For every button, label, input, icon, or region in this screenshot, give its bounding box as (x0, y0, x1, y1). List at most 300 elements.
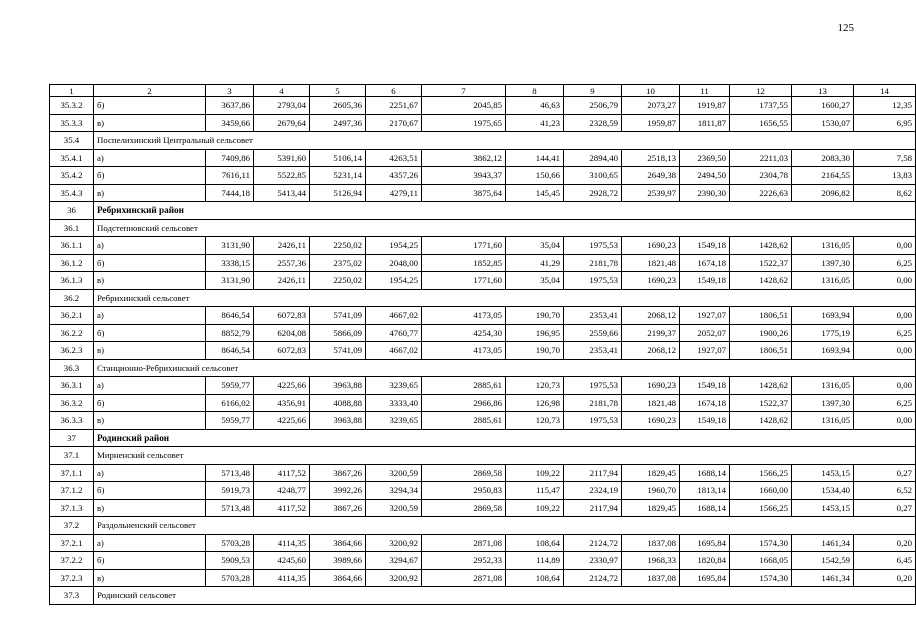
value-cell: 1549,18 (680, 377, 730, 395)
value-cell: 8,62 (854, 184, 916, 202)
value-cell: 2369,50 (680, 149, 730, 167)
value-cell: 3200,92 (366, 534, 422, 552)
value-cell: 2328,59 (564, 114, 622, 132)
row-code: 37.2.2 (50, 552, 94, 570)
district-row (50, 429, 916, 447)
value-cell: 0,27 (854, 464, 916, 482)
value-cell: 0,00 (854, 342, 916, 360)
value-cell: 5919,73 (206, 482, 254, 500)
value-cell: 5866,09 (310, 324, 366, 342)
value-cell: 2045,85 (422, 97, 506, 115)
district-row (50, 202, 916, 220)
value-cell: 1542,59 (792, 552, 854, 570)
settlement-title: Родинский сельсовет (94, 587, 916, 605)
value-cell: 108,64 (506, 534, 564, 552)
value-cell: 0,00 (854, 307, 916, 325)
value-cell: 6,95 (854, 114, 916, 132)
row-variant: в) (94, 412, 206, 430)
value-cell: 2649,38 (622, 167, 680, 185)
row-variant: а) (94, 464, 206, 482)
value-cell: 1900,26 (730, 324, 792, 342)
value-cell: 2199,37 (622, 324, 680, 342)
value-cell: 3294,34 (366, 482, 422, 500)
value-cell: 2793,04 (254, 97, 310, 115)
column-header: 2 (94, 85, 206, 97)
table-row (50, 272, 916, 290)
value-cell: 2124,72 (564, 534, 622, 552)
value-cell: 7409,86 (206, 149, 254, 167)
row-code: 36.1.1 (50, 237, 94, 255)
value-cell: 1693,94 (792, 307, 854, 325)
row-variant: в) (94, 569, 206, 587)
row-variant: б) (94, 254, 206, 272)
value-cell: 1522,37 (730, 394, 792, 412)
row-variant: в) (94, 272, 206, 290)
value-cell: 4248,77 (254, 482, 310, 500)
value-cell: 1656,55 (730, 114, 792, 132)
row-code: 36.3.3 (50, 412, 94, 430)
value-cell: 1688,14 (680, 499, 730, 517)
row-variant: а) (94, 237, 206, 255)
table-row (50, 167, 916, 185)
value-cell: 12,35 (854, 97, 916, 115)
value-cell: 13,83 (854, 167, 916, 185)
table-row (50, 184, 916, 202)
value-cell: 1695,84 (680, 534, 730, 552)
value-cell: 0,00 (854, 272, 916, 290)
value-cell: 1771,60 (422, 237, 506, 255)
value-cell: 4667,02 (366, 307, 422, 325)
value-cell: 2497,36 (310, 114, 366, 132)
value-cell: 1737,55 (730, 97, 792, 115)
value-cell: 3862,12 (422, 149, 506, 167)
row-code: 37 (50, 429, 94, 447)
value-cell: 35,04 (506, 237, 564, 255)
table-row (50, 394, 916, 412)
value-cell: 2353,41 (564, 307, 622, 325)
value-cell: 2950,83 (422, 482, 506, 500)
value-cell: 3943,37 (422, 167, 506, 185)
value-cell: 6,45 (854, 552, 916, 570)
value-cell: 1927,07 (680, 307, 730, 325)
district-title: Ребрихинский район (94, 202, 916, 220)
tariff-table (49, 84, 916, 605)
value-cell: 3200,92 (366, 569, 422, 587)
settlement-row (50, 289, 916, 307)
value-cell: 1428,62 (730, 377, 792, 395)
value-cell: 3131,90 (206, 272, 254, 290)
value-cell: 4263,51 (366, 149, 422, 167)
value-cell: 1975,65 (422, 114, 506, 132)
value-cell: 6166,02 (206, 394, 254, 412)
value-cell: 115,47 (506, 482, 564, 500)
page-number: 125 (837, 22, 854, 34)
table-body (50, 85, 916, 605)
value-cell: 4173,05 (422, 342, 506, 360)
column-header: 7 (422, 85, 506, 97)
value-cell: 4114,35 (254, 534, 310, 552)
value-cell: 190,70 (506, 342, 564, 360)
value-cell: 4254,30 (422, 324, 506, 342)
value-cell: 3131,90 (206, 237, 254, 255)
value-cell: 2211,03 (730, 149, 792, 167)
value-cell: 120,73 (506, 377, 564, 395)
column-header: 8 (506, 85, 564, 97)
value-cell: 1837,08 (622, 534, 680, 552)
value-cell: 1428,62 (730, 237, 792, 255)
value-cell: 2164,55 (792, 167, 854, 185)
column-header: 1 (50, 85, 94, 97)
value-cell: 1690,23 (622, 412, 680, 430)
row-code: 36.2.1 (50, 307, 94, 325)
row-code: 36.2.2 (50, 324, 94, 342)
value-cell: 2073,27 (622, 97, 680, 115)
settlement-title: Станционно-Ребрихинский сельсовет (94, 359, 916, 377)
value-cell: 3963,88 (310, 377, 366, 395)
table-row (50, 342, 916, 360)
row-code: 35.3.2 (50, 97, 94, 115)
value-cell: 2251,67 (366, 97, 422, 115)
value-cell: 2894,40 (564, 149, 622, 167)
value-cell: 5522,85 (254, 167, 310, 185)
value-cell: 1954,25 (366, 272, 422, 290)
value-cell: 1534,40 (792, 482, 854, 500)
row-variant: а) (94, 307, 206, 325)
value-cell: 1960,70 (622, 482, 680, 500)
row-code: 36.1.3 (50, 272, 94, 290)
value-cell: 150,66 (506, 167, 564, 185)
value-cell: 2117,94 (564, 464, 622, 482)
table-row (50, 254, 916, 272)
value-cell: 5413,44 (254, 184, 310, 202)
row-code: 36.3 (50, 359, 94, 377)
value-cell: 126,98 (506, 394, 564, 412)
value-cell: 1806,51 (730, 307, 792, 325)
value-cell: 3294,67 (366, 552, 422, 570)
value-cell: 8646,54 (206, 307, 254, 325)
value-cell: 1771,60 (422, 272, 506, 290)
value-cell: 1975,53 (564, 272, 622, 290)
value-cell: 196,95 (506, 324, 564, 342)
value-cell: 7616,11 (206, 167, 254, 185)
value-cell: 2324,19 (564, 482, 622, 500)
value-cell: 1549,18 (680, 237, 730, 255)
column-number-row (50, 85, 916, 97)
table-row (50, 149, 916, 167)
value-cell: 3338,15 (206, 254, 254, 272)
value-cell: 5126,94 (310, 184, 366, 202)
value-cell: 4225,66 (254, 377, 310, 395)
value-cell: 46,63 (506, 97, 564, 115)
value-cell: 1549,18 (680, 412, 730, 430)
value-cell: 2605,36 (310, 97, 366, 115)
value-cell: 2506,79 (564, 97, 622, 115)
value-cell: 1837,08 (622, 569, 680, 587)
value-cell: 2869,58 (422, 464, 506, 482)
value-cell: 1316,05 (792, 377, 854, 395)
value-cell: 1530,07 (792, 114, 854, 132)
row-code: 37.1.3 (50, 499, 94, 517)
table-row (50, 97, 916, 115)
value-cell: 1674,18 (680, 254, 730, 272)
value-cell: 5703,28 (206, 569, 254, 587)
value-cell: 3867,26 (310, 499, 366, 517)
value-cell: 1690,23 (622, 377, 680, 395)
value-cell: 2181,78 (564, 254, 622, 272)
row-variant: а) (94, 377, 206, 395)
column-header: 4 (254, 85, 310, 97)
value-cell: 5231,14 (310, 167, 366, 185)
value-cell: 5741,09 (310, 342, 366, 360)
table-row (50, 237, 916, 255)
value-cell: 1688,14 (680, 464, 730, 482)
row-code: 36.2.3 (50, 342, 94, 360)
column-header: 13 (792, 85, 854, 97)
value-cell: 2885,61 (422, 412, 506, 430)
value-cell: 3864,66 (310, 569, 366, 587)
value-cell: 1829,45 (622, 464, 680, 482)
value-cell: 1574,30 (730, 534, 792, 552)
value-cell: 4117,52 (254, 464, 310, 482)
row-variant: в) (94, 114, 206, 132)
value-cell: 5959,77 (206, 377, 254, 395)
value-cell: 120,73 (506, 412, 564, 430)
value-cell: 3989,66 (310, 552, 366, 570)
column-header: 3 (206, 85, 254, 97)
value-cell: 2124,72 (564, 569, 622, 587)
value-cell: 3875,64 (422, 184, 506, 202)
value-cell: 4117,52 (254, 499, 310, 517)
settlement-row (50, 132, 916, 150)
row-code: 36.3.1 (50, 377, 94, 395)
value-cell: 2068,12 (622, 307, 680, 325)
settlement-title: Мирненский сельсовет (94, 447, 916, 465)
row-variant: а) (94, 534, 206, 552)
value-cell: 1316,05 (792, 237, 854, 255)
value-cell: 2426,11 (254, 272, 310, 290)
value-cell: 2117,94 (564, 499, 622, 517)
row-variant: б) (94, 552, 206, 570)
row-variant: б) (94, 482, 206, 500)
value-cell: 2052,07 (680, 324, 730, 342)
value-cell: 2518,13 (622, 149, 680, 167)
value-cell: 2559,66 (564, 324, 622, 342)
table-row (50, 499, 916, 517)
value-cell: 1566,25 (730, 464, 792, 482)
value-cell: 1975,53 (564, 412, 622, 430)
value-cell: 2494,50 (680, 167, 730, 185)
value-cell: 1775,19 (792, 324, 854, 342)
row-variant: в) (94, 342, 206, 360)
table-row (50, 114, 916, 132)
value-cell: 1919,87 (680, 97, 730, 115)
value-cell: 2375,02 (310, 254, 366, 272)
value-cell: 2250,02 (310, 237, 366, 255)
table-row (50, 412, 916, 430)
row-code: 37.1.2 (50, 482, 94, 500)
value-cell: 2966,86 (422, 394, 506, 412)
value-cell: 5703,28 (206, 534, 254, 552)
value-cell: 1811,87 (680, 114, 730, 132)
table-row (50, 464, 916, 482)
district-title: Родинский район (94, 429, 916, 447)
value-cell: 2679,64 (254, 114, 310, 132)
row-code: 35.4 (50, 132, 94, 150)
settlement-row (50, 219, 916, 237)
table-row (50, 307, 916, 325)
value-cell: 3100,65 (564, 167, 622, 185)
row-code: 37.2.1 (50, 534, 94, 552)
value-cell: 2330,97 (564, 552, 622, 570)
row-code: 35.3.3 (50, 114, 94, 132)
value-cell: 1549,18 (680, 272, 730, 290)
value-cell: 6072,83 (254, 342, 310, 360)
value-cell: 1461,34 (792, 534, 854, 552)
settlement-title: Подстепновский сельсовет (94, 219, 916, 237)
column-header: 6 (366, 85, 422, 97)
value-cell: 8852,79 (206, 324, 254, 342)
value-cell: 1975,53 (564, 237, 622, 255)
value-cell: 4667,02 (366, 342, 422, 360)
table-row (50, 324, 916, 342)
table-row (50, 377, 916, 395)
column-header: 5 (310, 85, 366, 97)
value-cell: 2871,08 (422, 534, 506, 552)
settlement-title: Раздольненский сельсовет (94, 517, 916, 535)
row-variant: в) (94, 184, 206, 202)
value-cell: 3992,26 (310, 482, 366, 500)
value-cell: 4173,05 (422, 307, 506, 325)
value-cell: 2226,63 (730, 184, 792, 202)
settlement-row (50, 517, 916, 535)
value-cell: 1428,62 (730, 412, 792, 430)
value-cell: 144,41 (506, 149, 564, 167)
value-cell: 190,70 (506, 307, 564, 325)
value-cell: 1975,53 (564, 377, 622, 395)
value-cell: 3867,26 (310, 464, 366, 482)
value-cell: 5741,09 (310, 307, 366, 325)
settlement-row (50, 587, 916, 605)
value-cell: 6072,83 (254, 307, 310, 325)
value-cell: 35,04 (506, 272, 564, 290)
row-variant: в) (94, 499, 206, 517)
value-cell: 7444,18 (206, 184, 254, 202)
value-cell: 108,64 (506, 569, 564, 587)
value-cell: 2096,82 (792, 184, 854, 202)
value-cell: 4356,91 (254, 394, 310, 412)
column-header: 14 (854, 85, 916, 97)
row-variant: а) (94, 149, 206, 167)
value-cell: 6204,08 (254, 324, 310, 342)
value-cell: 1668,05 (730, 552, 792, 570)
value-cell: 1806,51 (730, 342, 792, 360)
value-cell: 1821,48 (622, 254, 680, 272)
value-cell: 2048,00 (366, 254, 422, 272)
value-cell: 1397,30 (792, 254, 854, 272)
value-cell: 1522,37 (730, 254, 792, 272)
value-cell: 2426,11 (254, 237, 310, 255)
value-cell: 5909,53 (206, 552, 254, 570)
value-cell: 3239,65 (366, 412, 422, 430)
row-variant: б) (94, 97, 206, 115)
settlement-row (50, 359, 916, 377)
row-variant: б) (94, 167, 206, 185)
value-cell: 4114,35 (254, 569, 310, 587)
value-cell: 1428,62 (730, 272, 792, 290)
value-cell: 41,29 (506, 254, 564, 272)
value-cell: 1954,25 (366, 237, 422, 255)
value-cell: 1461,34 (792, 569, 854, 587)
value-cell: 1566,25 (730, 499, 792, 517)
settlement-title: Поспелихинский Центральный сельсовет (94, 132, 916, 150)
row-code: 37.3 (50, 587, 94, 605)
value-cell: 1690,23 (622, 237, 680, 255)
value-cell: 1852,85 (422, 254, 506, 272)
table-row (50, 569, 916, 587)
value-cell: 1453,15 (792, 464, 854, 482)
row-code: 36.2 (50, 289, 94, 307)
value-cell: 3864,66 (310, 534, 366, 552)
value-cell: 0,00 (854, 237, 916, 255)
row-code: 37.2 (50, 517, 94, 535)
value-cell: 41,23 (506, 114, 564, 132)
value-cell: 0,00 (854, 377, 916, 395)
value-cell: 4088,88 (310, 394, 366, 412)
value-cell: 1693,94 (792, 342, 854, 360)
value-cell: 3239,65 (366, 377, 422, 395)
column-header: 10 (622, 85, 680, 97)
value-cell: 2871,08 (422, 569, 506, 587)
value-cell: 2869,58 (422, 499, 506, 517)
value-cell: 1600,27 (792, 97, 854, 115)
value-cell: 3459,66 (206, 114, 254, 132)
value-cell: 1660,00 (730, 482, 792, 500)
settlement-title: Ребрихинский сельсовет (94, 289, 916, 307)
value-cell: 0,20 (854, 569, 916, 587)
value-cell: 2250,02 (310, 272, 366, 290)
value-cell: 3200,59 (366, 499, 422, 517)
value-cell: 2353,41 (564, 342, 622, 360)
value-cell: 6,25 (854, 254, 916, 272)
value-cell: 4245,60 (254, 552, 310, 570)
value-cell: 1813,14 (680, 482, 730, 500)
row-code: 35.4.1 (50, 149, 94, 167)
row-code: 35.4.3 (50, 184, 94, 202)
value-cell: 3200,59 (366, 464, 422, 482)
row-code: 36.3.2 (50, 394, 94, 412)
value-cell: 1397,30 (792, 394, 854, 412)
row-code: 37.2.3 (50, 569, 94, 587)
value-cell: 6,25 (854, 324, 916, 342)
value-cell: 1690,23 (622, 272, 680, 290)
value-cell: 2390,30 (680, 184, 730, 202)
settlement-row (50, 447, 916, 465)
value-cell: 2539,97 (622, 184, 680, 202)
row-code: 35.4.2 (50, 167, 94, 185)
value-cell: 5391,60 (254, 149, 310, 167)
value-cell: 5959,77 (206, 412, 254, 430)
value-cell: 1927,07 (680, 342, 730, 360)
value-cell: 4279,11 (366, 184, 422, 202)
value-cell: 8646,54 (206, 342, 254, 360)
table-row (50, 534, 916, 552)
value-cell: 2170,67 (366, 114, 422, 132)
value-cell: 4357,26 (366, 167, 422, 185)
value-cell: 1821,48 (622, 394, 680, 412)
value-cell: 145,45 (506, 184, 564, 202)
value-cell: 3637,86 (206, 97, 254, 115)
value-cell: 4225,66 (254, 412, 310, 430)
